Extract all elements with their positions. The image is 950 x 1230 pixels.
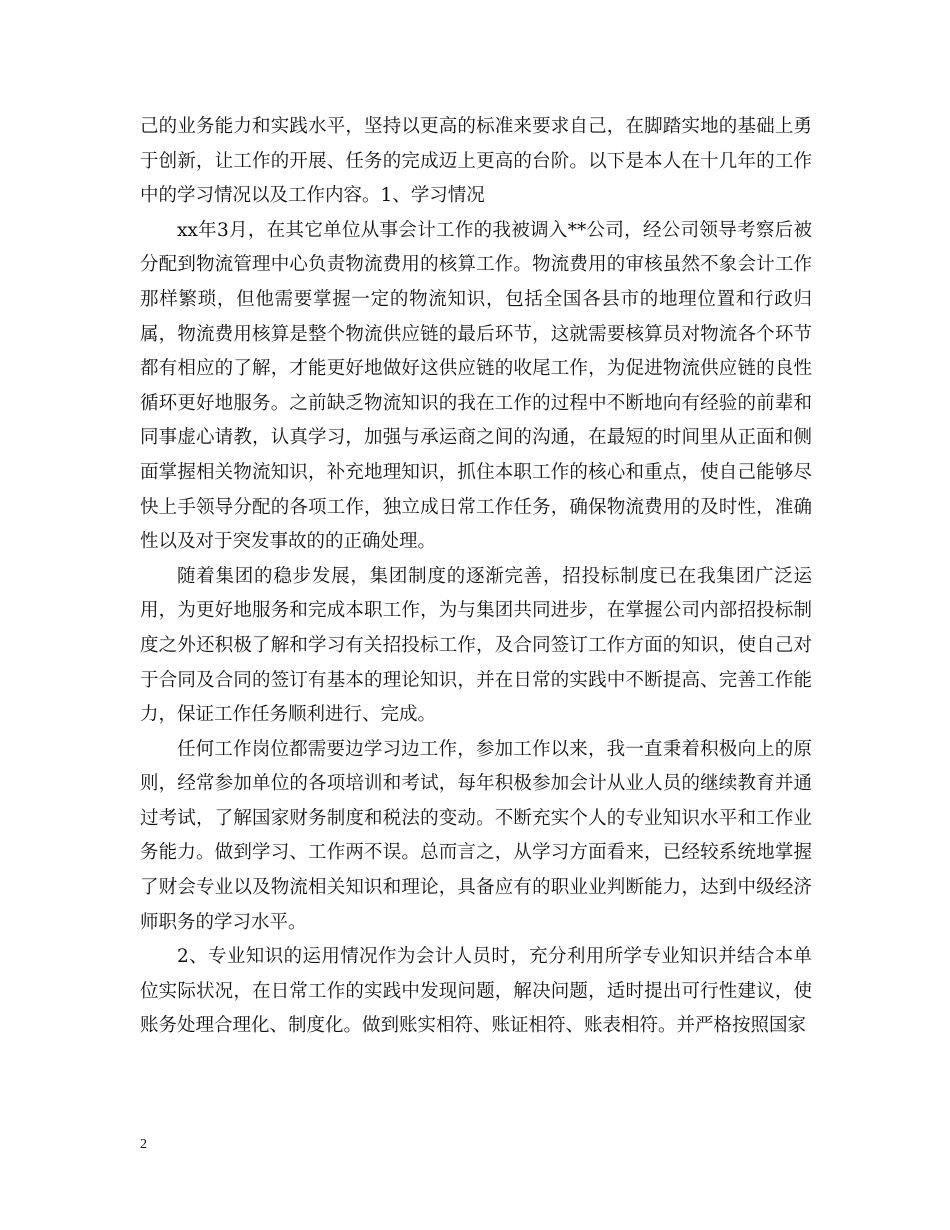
paragraph-continuous-learning: 任何工作岗位都需要边学习边工作，参加工作以来，我一直秉着积极向上的原则，经常参加单位的各项培训和考试，每年积极参加会计从业人员的继续教育并通过考试，了解国家财务制度和税法的变动。不断充实个人的专业知识水平和工作业务能力。做到学习、工作两不误。总而言之，从学习方面看来，已经较系统地掌握了财会专业以及物流相关知识和理论，具备应有的职业业判断能力，达到中级经济师职务的学习水平。 [140,738,812,933]
document-body [140,110,812,1044]
paragraph-bidding-contracts: 随着集团的稳步发展，集团制度的逐渐完善，招投标制度已在我集团广泛运用，为更好地服务和完成本职工作，为与集团共同进步，在掌握公司内部招投标制度之外还积极了解和学习有关招投标工作，及合同签订工作方面的知识，使自己对于合同及合同的签订有基本的理论知识，并在日常的实践中不断提高、完善工作能力，保证工作任务顺利进行、完成。 [140,565,812,726]
paragraph-continued: 己的业务能力和实践水平，坚持以更高的标准来要求自己，在脚踏实地的基础上勇于创新，让工作的开展、任务的完成迈上更高的台阶。以下是本人在十几年的工作中的学习情况以及工作内容。1、学习情况 [140,116,812,207]
page-number: 2 [140,1137,147,1152]
paragraph-professional-knowledge: 2、专业知识的运用情况作为会计人员时，充分利用所学专业知识并结合本单位实际状况，在日常工作的实践中发现问题，解决问题，适时提出可行性建议，使账务处理合理化、制度化。做到账实相符、账证相符、账表相符。并严格按照国家 [140,946,812,1037]
paragraph-learning-logistics: xx年3月，在其它单位从事会计工作的我被调入**公司，经公司领导考察后被分配到物流管理中心负责物流费用的核算工作。物流费用的审核虽然不象会计工作那样繁琐，但他需要掌握一定的物流知识，包括全国各县市的地理位置和行政归属，物流费用核算是整个物流供应链的最后环节，这就需要核算员对物流各个环节都有相应的了解，才能更好地做好这供应链的收尾工作，为促进物流供应链的良性循环更好地服务。之前缺乏物流知识的我在工作的过程中不断地向有经验的前辈和同事虚心请教，认真学习，加强与承运商之间的沟通，在最短的时间里从正面和侧面掌握相关物流知识，补充地理知识，抓住本职工作的核心和重点，使自己能够尽快上手领导分配的各项工作，独立成日常工作任务，确保物流费用的及时性，准确性以及对于突发事故的的正确处理。 [140,219,812,553]
